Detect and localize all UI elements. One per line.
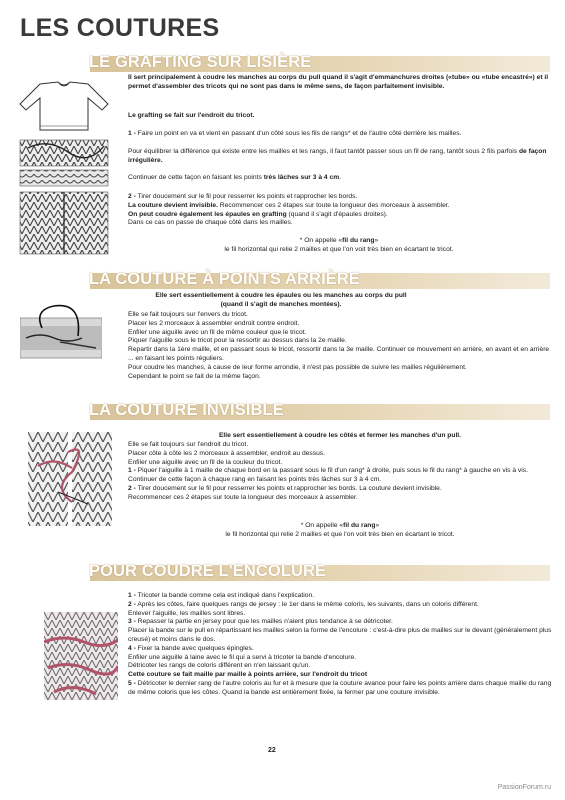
s1-footnote: * On appelle «fil du rang» le fil horizontal qui relie 2 mailles et que l'on voit très bien en écartant le tricot. (224, 237, 454, 253)
invisible-seam-illustration (28, 432, 112, 526)
s1-equilibrer: Pour équilibrer la différence qui existe entre les mailles et les rangs, il faut tantôt passer sous un fil de rang, tantôt sous 2 fils parfois de façon irrégulière. (128, 148, 547, 164)
s1-intro: Il sert principalement à coudre les manches au corps du pull quand il s'agit d'emmanchures droites («tube» ou «tube encastré») et il permet d'assembler des tricots qui ne sont pas dans le même sens, de façon parfaitement invisible. (128, 74, 549, 90)
sweater-illustration (18, 78, 110, 136)
page-number: 22 (268, 747, 276, 754)
s2-body: Elle se fait toujours sur l'envers du tricot. Placer les 2 morceaux à assembler endroit contre endroit. Enfiler une aiguille avec un fil de même couleur que le tricot. Piquer l'aiguille sous le tricot pour la ressortir au dessus dans la 2e maille. Repartir dans la 1ère maille, et en passant sous le tricot, ressortir dans la 3e maille. Continuer ce mouvement en arrière, en avant et en arrière ... en faisant les points réguliers. Pour coudre les manches, à cause de leur forme arrondie, il n'est pas possible de suivre les mailles régulièrement. Cependant le point se fait de la même façon. (128, 311, 550, 380)
s1-step1: 1 - Faire un point en va et vient en passant d'un côté sous les fils de rangs* et de l'autre côté derrière les mailles. (128, 130, 462, 137)
backstitch-illustration (20, 296, 102, 370)
section-title-grafting: LE GRAFTING SUR LISIÈRE (89, 53, 312, 71)
s2-heading: Elle sert essentiellement à coudre les épaules ou les manches au corps du pull (quand il s'agit de manches montées). (155, 292, 407, 308)
s3-footnote: * On appelle «fil du rang» le fil horizontal qui relie 2 mailles et que l'on voit très bien en écartant le tricot. (225, 522, 455, 538)
page-title: LES COUTURES (20, 14, 220, 42)
footer-watermark: PassionForum.ru (497, 784, 551, 791)
s1-step2: 2 - Tirer doucement sur le fil pour resserrer les points et rapprocher les bords. La couture devient invisible. Recommencer ces 2 étapes sur toute la longueur des morceaux à assembler. On peut coudre également les épaules en grafting (quand il s'agit d'épaules droites). Dans ce cas on passe de chaque côté dans les mailles. (128, 193, 450, 227)
s1-continuer: Continuer de cette façon en faisant les points très lâches sur 3 à 4 cm. (128, 174, 342, 181)
section-title-encolure: POUR COUDRE L'ENCOLURE (89, 562, 327, 580)
knit-grafting-illustration (18, 138, 110, 256)
s4-body: 1 - Tricoter la bande comme cela est indiqué dans l'explication. 2 - Après les côtes, faire quelques rangs de jersey : le 1er dans le même coloris, les suivants, dans un coloris différent. Enlever l'aiguille, les mailles sont libres. 3 - Repasser la partie en jersey pour que les mailles n'aient plus tendance à se détricoter. Placer la bande sur le pull en répartissant les mailles selon la forme de l'encolure : c'est-à-dire plus de mailles sur le devant (généralement plus creusé) et moins dans le dos. 4 - Fixer la bande avec quelques épingles. Enfiler une aiguille à laine avec le fil qui a servi à tricoter la bande d'encolure. Détricoter les rangs de coloris différent en n'en laissant qu'un. Cette couture se fait maille par maille à points arrière, sur l'endroit du tricot 5 - Détricoter le dernier rang de l'autre coloris au fur et à mesure que la couture avance pour faire les points arrière dans chaque maille du rang de même coloris que les côtes. Quand la bande est entièrement fixée, la fermer par une couture invisible. (128, 592, 552, 696)
s3-body: Elle se fait toujours sur l'endroit du tricot. Placer côte à côte les 2 morceaux à assembler, endroit au dessus. Enfiler une aiguille avec un fil de la couleur du tricot. 1 - Piquer l'aiguille à 1 maille de chaque bord en la passant sous le fil d'un rang* à droite, puis sous le fil du rang* à gauche en vis à vis. Continuer de cette façon à chaque rang en faisant les points très lâches sur 3 à 4 cm. 2 - Tirer doucement sur le fil pour resserrer les points et rapprocher les bords. La couture devient invisible. Recommencer ces 2 étapes sur toute la longueur des morceaux à assembler. (128, 441, 528, 501)
section-title-points-arriere: LA COUTURE À POINTS ARRIÈRE (89, 270, 360, 288)
s1-note: Le grafting se fait sur l'endroit du tricot. (128, 112, 255, 119)
neckband-illustration (44, 612, 118, 700)
s3-heading: Elle sert essentiellement à coudre les côtés et fermer les manches d'un pull. (218, 432, 462, 439)
section-title-invisible: LA COUTURE INVISIBLE (89, 401, 284, 419)
